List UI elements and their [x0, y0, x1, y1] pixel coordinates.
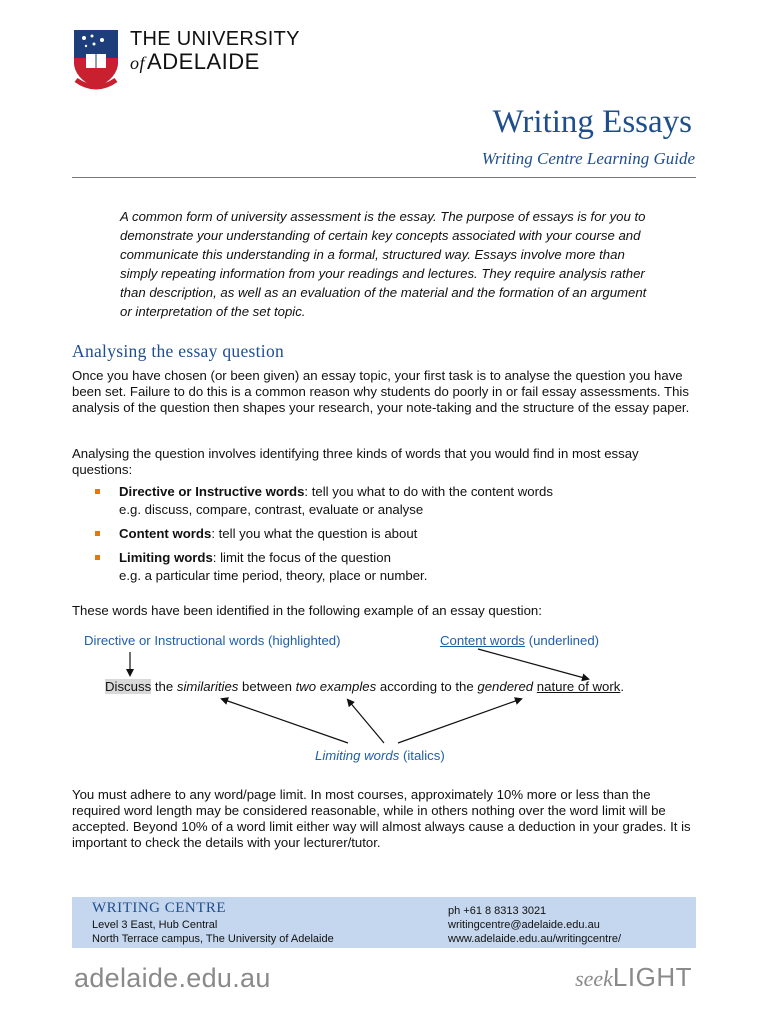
bullet-term: Directive or Instructive words: [119, 484, 305, 499]
content-label: [440, 633, 599, 649]
footer-phone: ph +61 8 8313 3021: [448, 905, 547, 917]
content-word: nature of work: [536, 679, 621, 694]
university-crest-icon: [72, 28, 120, 92]
footer-web[interactable]: www.adelaide.edu.au/writingcentre/: [448, 933, 622, 945]
sentence-text: .: [620, 679, 625, 694]
paragraph-4: You must adhere to any word/page limit. In most courses, approximately 10% more or less than the required word length may be considered reasonable, while in others nothing over the word limit will be accepted. Beyond 10% of a word limit either way will almost always cause a deduction in your grades. It is important to check the details with your lecturer/tutor.: [72, 787, 691, 850]
limiting-word: two examples: [295, 679, 377, 694]
logo-adelaide: ADELAIDE: [147, 49, 260, 74]
header-divider: [72, 177, 696, 178]
content-arrow: [478, 649, 588, 679]
sentence-text: the: [151, 679, 177, 694]
logo-of: of: [130, 53, 146, 73]
limiting-label-main: Limiting words: [315, 748, 400, 763]
limiting-arrow-2: [348, 700, 384, 743]
content-label-rest: (underlined): [525, 633, 600, 648]
bullet-text: : limit the focus of the question: [212, 550, 391, 565]
limiting-label: [315, 748, 445, 764]
word-types-list: [72, 483, 696, 591]
content-label-main: Content words: [440, 633, 526, 648]
list-item: [72, 549, 696, 585]
page-subtitle: Writing Centre Learning Guide: [481, 149, 695, 168]
seek-word: seek: [575, 966, 613, 991]
university-wordmark: [130, 28, 300, 75]
bullet-text: : tell you what the question is about: [211, 526, 418, 541]
limiting-word: similarities: [176, 679, 239, 694]
sentence-text: according to the: [376, 679, 478, 694]
example-sentence: [105, 679, 624, 695]
footer-address-1: Level 3 East, Hub Central: [92, 919, 218, 931]
site-url: adelaide.edu.au: [74, 963, 271, 993]
list-item: [72, 483, 696, 519]
paragraph-2: Analysing the question involves identifying three kinds of words that you would find in most essay questions:: [72, 446, 639, 477]
paragraph-3: These words have been identified in the following example of an essay question:: [72, 603, 542, 618]
footer-title: WRITING CENTRE: [92, 900, 227, 916]
bullet-icon: [95, 489, 100, 494]
limiting-arrow-1: [222, 699, 348, 743]
bullet-example: e.g. a particular time period, theory, place or number.: [119, 568, 428, 583]
bullet-term: Content words: [119, 526, 212, 541]
bullet-icon: [95, 531, 100, 536]
directive-label: Directive or Instructional words (highlighted): [84, 633, 341, 648]
university-logo: [72, 28, 300, 92]
section-heading: Analysing the essay question: [72, 341, 285, 361]
seek-light-tagline: [575, 962, 692, 993]
footer-email[interactable]: writingcentre@adelaide.edu.au: [448, 919, 600, 931]
bullet-term: Limiting words: [119, 550, 213, 565]
light-word: LIGHT: [612, 962, 692, 992]
bullet-icon: [95, 555, 100, 560]
paragraph-1: Once you have chosen (or been given) an essay topic, your first task is to analyse the question you have been set. Failure to do this is a common reason why students do poorly in or fail essay assessments. This analysis of the question then shapes your research, your note-taking and the structure of the essay paper.: [72, 368, 690, 415]
limiting-label-rest: (italics): [399, 748, 445, 763]
footer-address-2: North Terrace campus, The University of Adelaide: [92, 933, 334, 945]
logo-line1: THE UNIVERSITY: [130, 28, 300, 50]
logo-line2: [130, 50, 300, 75]
page-title: Writing Essays: [492, 104, 692, 140]
bullet-example: e.g. discuss, compare, contrast, evaluate or analyse: [119, 502, 424, 517]
limiting-word: gendered: [477, 679, 534, 694]
bullet-text: : tell you what to do with the content words: [304, 484, 553, 499]
intro-paragraph: A common form of university assessment is the essay. The purpose of essays is for you to demonstrate your understanding of certain key concepts associated with your course and communicate this understanding in a formal, structured way. Essays involve more than simply repeating information from your readings and lectures. They require analysis rather than description, as well as an evaluation of the material and the formation of an argument or interpretation of the set topic.: [120, 209, 647, 319]
list-item: [72, 525, 696, 543]
limiting-arrow-3: [398, 699, 521, 743]
directive-word: Discuss: [105, 679, 152, 694]
sentence-text: between: [238, 679, 296, 694]
